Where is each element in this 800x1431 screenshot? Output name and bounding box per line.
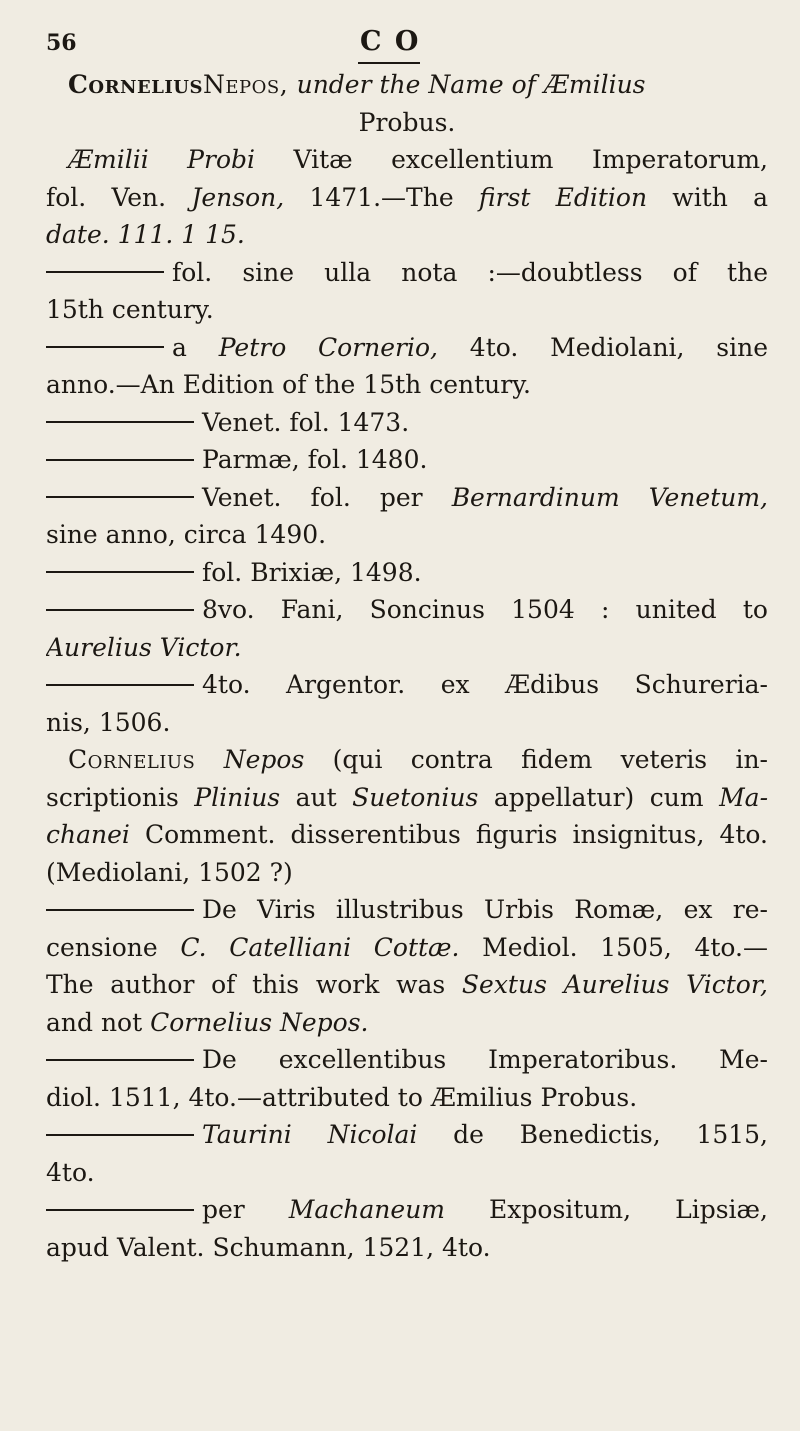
entry-line: sine anno, circa 1490.	[46, 520, 327, 549]
entry-line: Æmilii Probi Vitæ excellentium Imperatorum,	[68, 145, 768, 174]
entry-line: per Machaneum Expositum, Lipsiæ,	[46, 1191, 768, 1229]
entry-line: a Petro Cornerio, 4to. Mediolani, sine	[46, 329, 768, 367]
entry-line: 15th century.	[46, 295, 214, 324]
entry-line: censione C. Catelliani Cottæ. Mediol. 1505, 4to.—	[46, 932, 768, 962]
page-number: 56	[46, 30, 77, 56]
bibliography-entry	[46, 441, 768, 479]
signature-mark: C O	[360, 26, 421, 57]
bibliography-entry	[46, 554, 768, 592]
entry-line: Parmæ, fol. 1480.	[46, 441, 768, 479]
entry-line: (Mediolani, 1502 ?)	[46, 857, 293, 887]
entry-line: date. 111. 1 15.	[46, 220, 245, 249]
entry-line: chanei Comment. disserentibus figuris insignitus, 4to.	[46, 820, 768, 849]
entry-line: apud Valent. Schumann, 1521, 4to.	[46, 1232, 491, 1262]
entry-line: anno.—An Edition of the 15th century.	[46, 370, 531, 399]
entry-line: Probus.	[358, 107, 456, 137]
bibliography-entry	[46, 479, 768, 554]
bibliography-entry	[46, 591, 768, 666]
bibliography-entry	[46, 741, 768, 891]
bibliography-entry	[46, 666, 768, 741]
entry-line: scriptionis Plinius aut Suetonius appellatur) cum Ma-	[46, 782, 768, 812]
entry-line: De Viris illustribus Urbis Romæ, ex re-	[46, 891, 768, 929]
entry-line: Aurelius Victor.	[46, 632, 242, 662]
bibliography-entry	[46, 1041, 768, 1116]
bibliography-list	[46, 66, 768, 1266]
entry-line: 8vo. Fani, Soncinus 1504 : united to	[46, 591, 768, 629]
entry-line: fol. sine ulla nota :—doubtless of the	[46, 254, 768, 292]
entry-heading	[46, 66, 768, 141]
bibliography-entry	[46, 141, 768, 254]
entry-line: Taurini Nicolai de Benedictis, 1515,	[46, 1116, 768, 1154]
bibliography-entry	[46, 1116, 768, 1191]
signature-rule	[358, 62, 420, 64]
entry-line: CorneliusNepos, under the Name of Æmilius	[68, 70, 646, 99]
entry-line: Venet. fol. per Bernardinum Venetum,	[46, 479, 768, 517]
entry-line: De excellentibus Imperatoribus. Me-	[46, 1041, 768, 1079]
entry-line: 4to. Argentor. ex Ædibus Schureria-	[46, 666, 768, 704]
entry-line: Venet. fol. 1473.	[46, 404, 768, 442]
bibliography-entry	[46, 254, 768, 329]
bibliography-entry	[46, 329, 768, 404]
entry-line: fol. Ven. Jenson, 1471.—The first Edition with a	[46, 182, 768, 212]
page-header	[46, 26, 768, 66]
entry-line: nis, 1506.	[46, 707, 171, 737]
entry-line: diol. 1511, 4to.—attributed to Æmilius Probus.	[46, 1082, 638, 1112]
bibliography-entry	[46, 891, 768, 1041]
entry-line: 4to.	[46, 1157, 95, 1187]
entry-line: Cornelius Nepos (qui contra fidem veteris in-	[68, 745, 768, 774]
entry-line: The author of this work was Sextus Aurelius Victor,	[46, 970, 768, 999]
entry-line: fol. Brixiæ, 1498.	[46, 554, 768, 592]
bibliography-entry	[46, 404, 768, 442]
entry-line: and not Cornelius Nepos.	[46, 1007, 369, 1037]
bibliography-entry	[46, 1191, 768, 1266]
